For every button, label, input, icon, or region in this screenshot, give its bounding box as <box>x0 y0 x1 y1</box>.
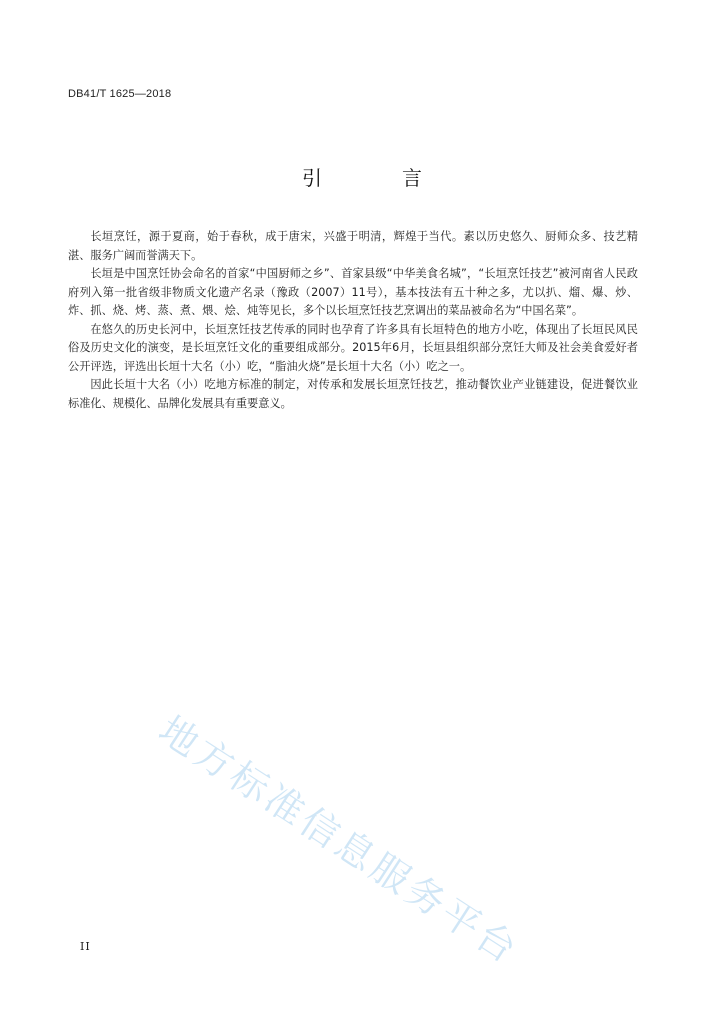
paragraph: 因此长垣十大名（小）吃地方标准的制定，对传承和发展长垣烹饪技艺，推动餐饮业产业链建设，促进餐饮业标准化、规模化、品牌化发展具有重要意义。 <box>68 378 638 410</box>
paragraph: 长垣是中国烹饪协会命名的首家“中国厨师之乡”、首家县级“中华美食名城”，“长垣烹饪技艺”被河南省人民政府列入第一批省级非物质文化遗产名录（豫政（2007）11号），基本技法有五十种之多，尤以扒、熘、爆、炒、炸、抓、烧、烤、蒸、煮、煨、烩、炖等见长，多个以长垣烹饪技艺烹调出的菜品被命名为“中国名菜”。 <box>68 267 638 317</box>
watermark: 地方标准信息服务平台 <box>151 707 528 974</box>
page-number: II <box>80 940 91 953</box>
paragraph: 在悠久的历史长河中，长垣烹饪技艺传承的同时也孕育了许多具有长垣特色的地方小吃，体现出了长垣民风民俗及历史文化的演变，是长垣烹饪文化的重要组成部分。2015年6月，长垣县组织部分烹饪大师及社会美食爱好者公开评选，评选出长垣十大名（小）吃，“脂油火烧”是长垣十大名（小）吃之一。 <box>68 322 638 373</box>
page-title: 引 言 <box>302 166 452 190</box>
standard-code: DB41/T 1625—2018 <box>68 88 172 100</box>
document-body <box>68 228 638 413</box>
paragraph: 长垣烹饪，源于夏商，始于春秋，成于唐宋，兴盛于明清，辉煌于当代。素以历史悠久、厨师众多、技艺精湛、服务广阔而誉满天下。 <box>68 230 638 262</box>
